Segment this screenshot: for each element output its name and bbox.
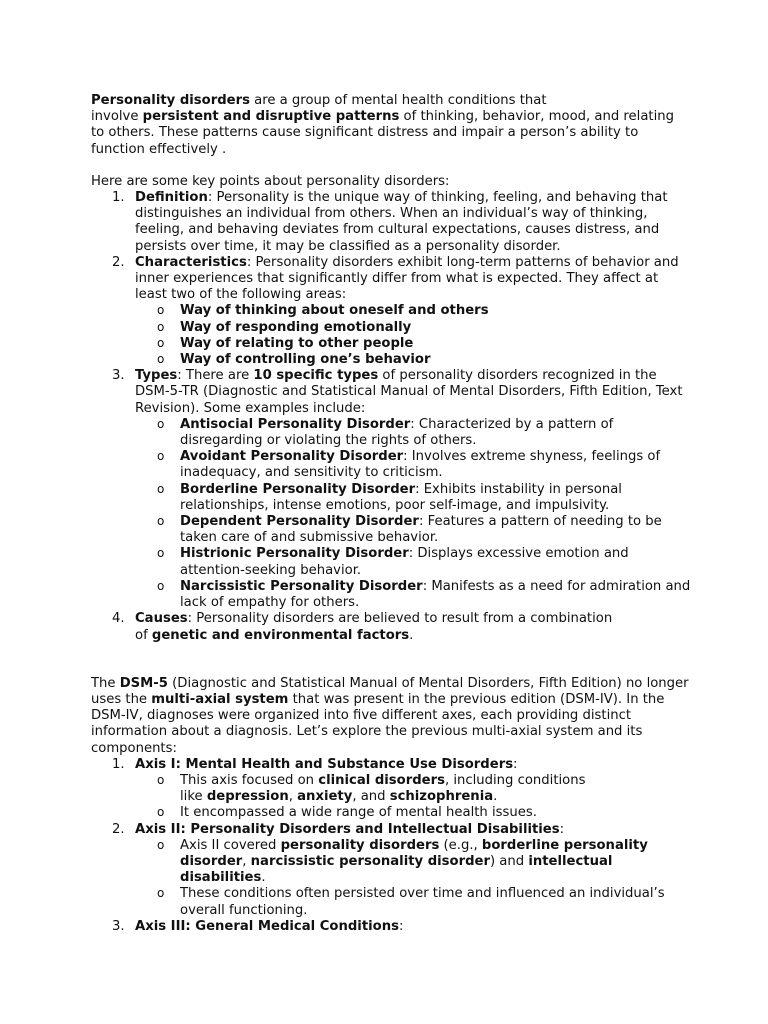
intro-text-1: are a group of mental health conditions that — [249, 93, 547, 108]
point-title: Causes — [135, 611, 188, 627]
circle-bullet-icon: o — [157, 319, 165, 334]
axis-bold: personality disorders — [280, 837, 440, 853]
list-item — [135, 805, 691, 821]
key-point-definition — [91, 190, 691, 255]
axis-3 — [91, 919, 691, 935]
list-item — [135, 514, 691, 546]
dsm-bold-1: DSM-5 — [119, 675, 168, 691]
disorder-desc: : Features a pattern of needing to be taken care of and submissive behavior. — [180, 514, 662, 546]
dsm-text-2: (Diagnostic and Statistical Manual of Mental Disorders, Fifth Edition) no longer uses the — [91, 675, 689, 707]
section-gap — [91, 644, 691, 676]
axis-bold: intellectual disabilities — [180, 853, 613, 886]
axis-title: Axis II: Personality Disorders and Intellectual Disabilities — [135, 821, 560, 837]
point-bold: genetic and environmental factors — [151, 627, 410, 643]
dsm-paragraph — [91, 676, 691, 757]
disorder-name: Avoidant Personality Disorder — [180, 449, 404, 465]
list-item — [135, 303, 691, 319]
axes-list — [91, 757, 691, 935]
axis-text: Axis II covered — [180, 837, 281, 853]
point-text: . — [409, 627, 414, 643]
list-item — [135, 886, 691, 918]
axis-text: . — [261, 870, 266, 886]
circle-bullet-icon: o — [157, 772, 165, 787]
circle-bullet-icon: o — [157, 546, 165, 561]
axis-text: It encompassed a wide range of mental health issues. — [180, 805, 537, 821]
list-item — [135, 336, 691, 352]
circle-bullet-icon: o — [157, 449, 165, 464]
disorder-desc: : Characterized by a pattern of disregarding or violating the rights of others. — [180, 416, 614, 449]
point-text: of personality disorders recognized in the DSM-5-TR (Diagnostic and Statistical Manual of Mental Disorders, Fifth Edition, Text Revision). Some examples include: — [135, 368, 683, 416]
intro-bold-term: Personality disorders — [91, 93, 250, 108]
point-text: of — [135, 627, 152, 643]
key-point-types — [91, 368, 691, 611]
disorder-name: Borderline Personality Disorder — [180, 481, 416, 497]
axis-text: , and — [352, 789, 390, 805]
point-text: : There are — [177, 368, 254, 384]
disorder-name: Narcissistic Personality Disorder — [180, 578, 423, 594]
list-number: 4. — [112, 611, 125, 627]
axis-text: . — [493, 789, 498, 805]
disorder-name: Antisocial Personality Disorder — [180, 416, 411, 432]
axis-bold: clinical disorders — [318, 772, 445, 788]
axis-colon: : — [513, 756, 518, 772]
intro-bold-patterns: persistent and disruptive patterns — [142, 109, 400, 125]
circle-bullet-icon: o — [157, 335, 165, 350]
disorder-desc: : Involves extreme shyness, feelings of inadequacy, and sensitivity to criticism. — [180, 449, 661, 481]
axis-text: These conditions often persisted over time and influenced an individual’s overall functioning. — [180, 886, 665, 918]
axis-text: , including conditions — [444, 772, 586, 788]
disorder-name: Histrionic Personality Disorder — [180, 546, 409, 562]
key-points-list — [91, 190, 691, 644]
areas-list — [135, 303, 691, 368]
dsm-bold-2: multi-axial system — [151, 691, 289, 707]
circle-bullet-icon: o — [157, 805, 165, 820]
list-number: 1. — [112, 756, 125, 772]
list-item — [135, 579, 691, 611]
key-point-causes — [91, 611, 691, 643]
circle-bullet-icon: o — [157, 578, 165, 593]
dsm-text-1: The — [91, 675, 120, 691]
disorder-name: Dependent Personality Disorder — [180, 514, 419, 530]
list-number: 3. — [112, 368, 125, 384]
list-item — [135, 449, 691, 481]
axis-bold: borderline personality disorder — [180, 837, 648, 869]
axis-bold: anxiety — [297, 789, 353, 805]
axis-text: , — [288, 789, 298, 805]
list-number: 1. — [112, 190, 125, 206]
axis-text: like — [180, 789, 207, 805]
dsm-text-3: that was present in the previous edition (DSM-IV). In the DSM-IV, diagnoses were organized into five different axes, each providing distinct information about a diagnosis. Let’s explore the previous multi-axial system and its components: — [91, 691, 665, 756]
list-item — [135, 417, 691, 449]
axis-title: Axis III: General Medical Conditions — [135, 918, 399, 934]
axis-text: This axis focused on — [180, 772, 319, 788]
axis-1-items — [135, 773, 691, 822]
document-page — [91, 93, 691, 935]
axis-bold: narcissistic personality disorder — [250, 853, 490, 869]
axis-text: , — [242, 853, 251, 869]
axis-bold: schizophrenia — [389, 789, 494, 805]
axis-1 — [91, 757, 691, 822]
area-text: Way of controlling one’s behavior — [180, 352, 431, 368]
axis-colon: : — [559, 821, 565, 837]
point-title: Characteristics — [135, 254, 247, 270]
list-number: 2. — [112, 254, 125, 270]
disorder-desc: : Exhibits instability in personal relationships, intense emotions, poor self-image, and impulsivity. — [180, 481, 622, 513]
circle-bullet-icon: o — [157, 352, 165, 367]
intro-paragraph — [91, 93, 691, 158]
disorder-desc: : Displays excessive emotion and attention-seeking behavior. — [180, 546, 629, 578]
axis-2-items — [135, 838, 691, 919]
list-item — [135, 838, 691, 887]
circle-bullet-icon: o — [157, 514, 165, 529]
list-item — [135, 352, 691, 368]
list-item — [135, 482, 691, 514]
list-item — [135, 320, 691, 336]
point-text: : Personality is the unique way of thinking, feeling, and behaving that distinguishes an individual from others. When an individual’s way of thinking, feeling, and behaving deviates from cultural expectations, causes distress, and persists over time, it may be classified as a personality disorder. — [135, 190, 668, 254]
list-number: 3. — [112, 918, 125, 934]
point-text: : Personality disorders are believed to result from a combination — [187, 611, 613, 627]
intro-text-2: involve — [91, 109, 143, 125]
key-point-characteristics — [91, 255, 691, 368]
circle-bullet-icon: o — [157, 303, 165, 318]
area-text: Way of relating to other people — [180, 335, 414, 351]
point-title: Types — [135, 368, 178, 384]
axis-colon: : — [398, 918, 404, 934]
axis-text: ) and — [489, 853, 529, 869]
list-item — [135, 773, 691, 805]
axis-text: (e.g., — [439, 837, 482, 853]
area-text: Way of thinking about oneself and others — [180, 303, 489, 319]
intro-text-3: of thinking, behavior, mood, and relating to others. These patterns cause significant distress and impair a person’s ability to function effectively . — [91, 109, 674, 157]
axis-title: Axis I: Mental Health and Substance Use Disorders — [135, 756, 514, 772]
examples-list — [135, 417, 691, 611]
axis-bold: depression — [206, 789, 289, 805]
axis-2 — [91, 822, 691, 919]
list-number: 2. — [112, 821, 125, 837]
key-points-heading: Here are some key points about personality disorders: — [91, 173, 450, 189]
list-item — [135, 546, 691, 578]
area-text: Way of responding emotionally — [180, 319, 412, 335]
point-text: : Personality disorders exhibit long-term patterns of behavior and inner experiences that significantly differ from what is expected. They affect at least two of the following areas: — [135, 254, 679, 303]
circle-bullet-icon: o — [157, 837, 165, 852]
circle-bullet-icon: o — [157, 886, 165, 901]
disorder-desc: : Manifests as a need for admiration and lack of empathy for others. — [180, 578, 691, 611]
point-bold: 10 specific types — [253, 368, 379, 384]
circle-bullet-icon: o — [157, 481, 165, 496]
point-title: Definition — [135, 190, 208, 206]
circle-bullet-icon: o — [157, 416, 165, 431]
